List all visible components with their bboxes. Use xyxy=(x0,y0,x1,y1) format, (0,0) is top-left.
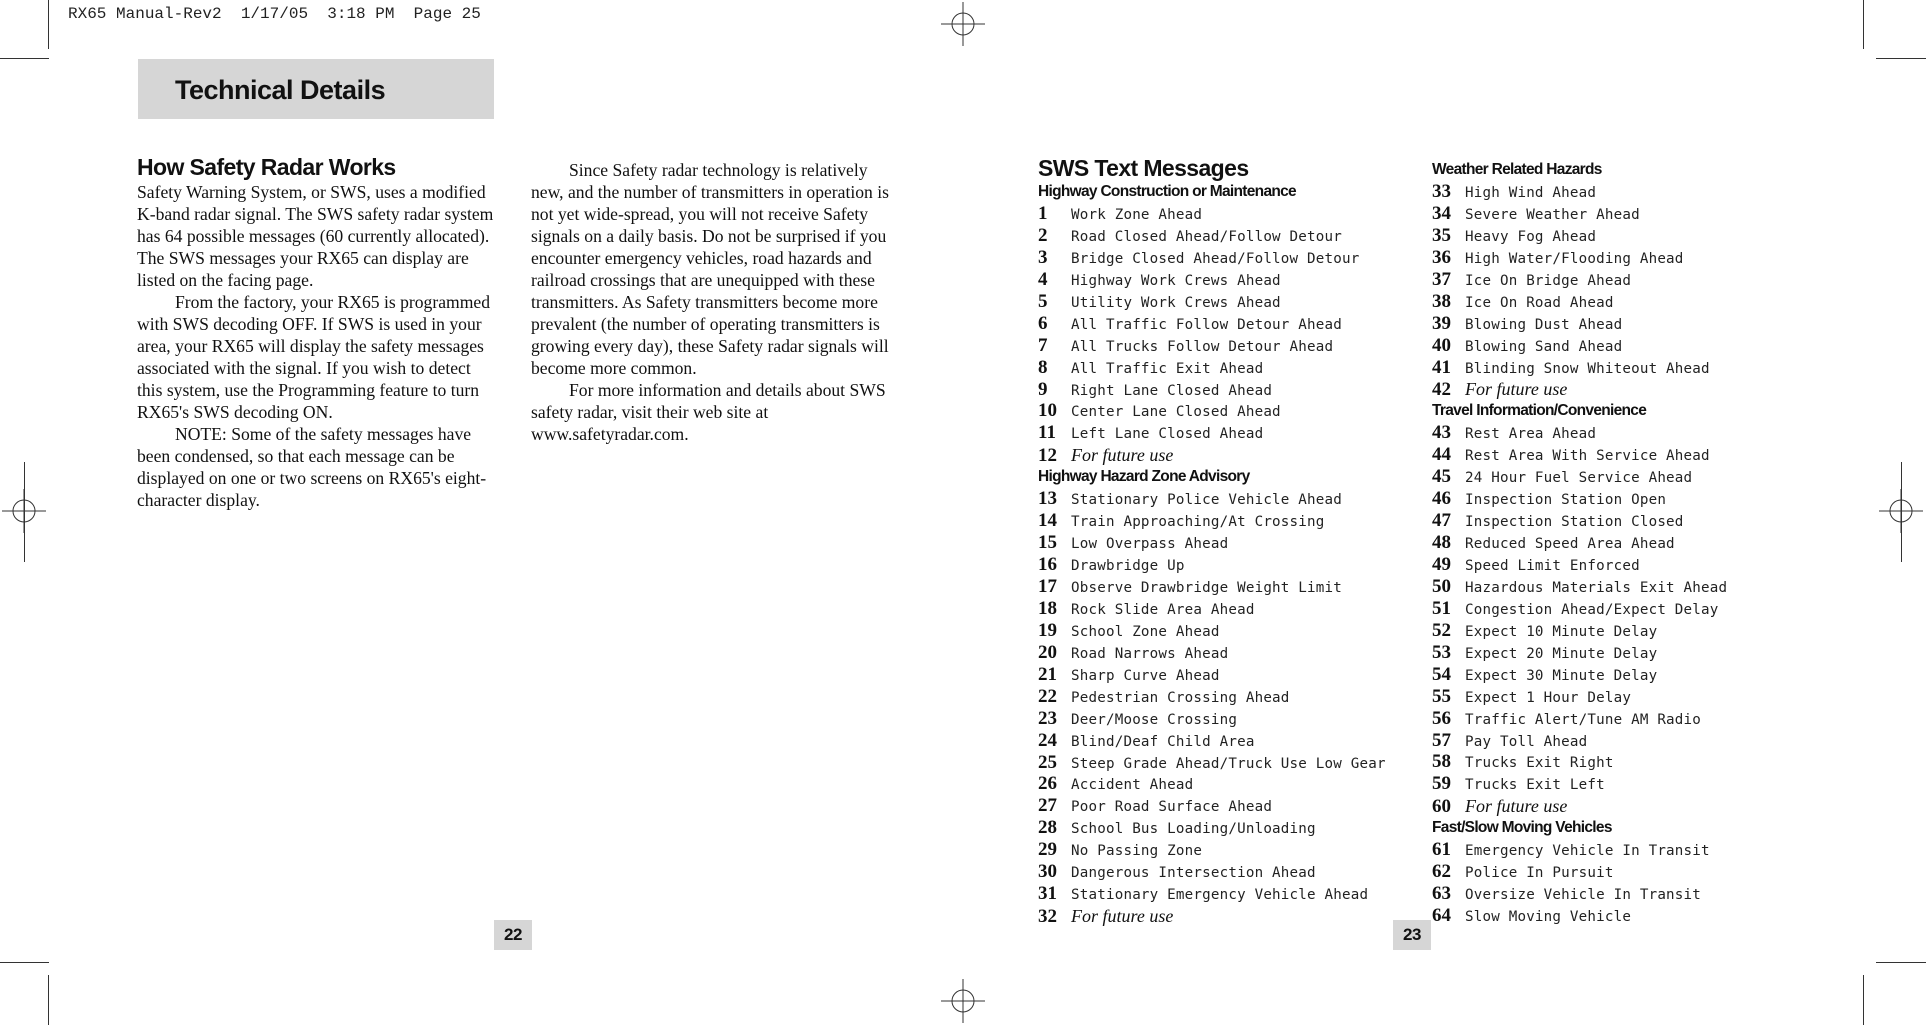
message-row xyxy=(1038,488,1418,510)
message-number: 18 xyxy=(1038,597,1057,619)
message-number: 31 xyxy=(1038,883,1057,905)
message-text: Observe Drawbridge Weight Limit xyxy=(1071,580,1342,596)
paragraph: From the factory, your RX65 is programmed with SWS decoding OFF. If SWS is used in your area, your RX65 will display the safety messages associated with the signal. If you wish to detect this system, use the Programming feature to turn RX65's SWS decoding ON. xyxy=(137,292,490,422)
message-number: 9 xyxy=(1038,378,1048,400)
message-number: 23 xyxy=(1038,707,1057,729)
crop-mark xyxy=(1863,0,1864,49)
message-row xyxy=(1432,444,1812,466)
message-number: 15 xyxy=(1038,532,1057,554)
message-row xyxy=(1038,247,1418,269)
message-row xyxy=(1432,686,1812,708)
message-text: Expect 1 Hour Delay xyxy=(1465,689,1632,706)
message-number: 47 xyxy=(1432,510,1451,532)
message-text: High Water/Flooding Ahead xyxy=(1465,250,1684,267)
message-text: For future use xyxy=(1071,906,1174,927)
message-number: 36 xyxy=(1432,246,1451,268)
message-text: Road Narrows Ahead xyxy=(1071,645,1229,662)
message-text: Expect 30 Minute Delay xyxy=(1465,667,1658,684)
message-number: 30 xyxy=(1038,861,1057,883)
message-text: Accident Ahead xyxy=(1071,777,1194,794)
message-row xyxy=(1038,905,1418,927)
message-number: 42 xyxy=(1432,379,1451,401)
message-text: All Traffic Exit Ahead xyxy=(1071,360,1264,377)
message-text: Rest Area Ahead xyxy=(1465,426,1597,443)
message-row xyxy=(1432,861,1812,883)
message-number: 5 xyxy=(1038,290,1048,312)
crop-mark xyxy=(24,462,25,562)
left-page-column-1 xyxy=(137,153,497,511)
paragraph: NOTE: Some of the safety messages have been condensed, so that each message can be displayed on one or two screens on RX65's eight-character display. xyxy=(137,424,487,510)
message-row xyxy=(1432,357,1812,379)
message-number: 43 xyxy=(1432,422,1451,444)
message-row xyxy=(1432,269,1812,291)
message-row xyxy=(1432,247,1812,269)
message-text: Poor Road Surface Ahead xyxy=(1071,799,1273,816)
message-row xyxy=(1038,861,1418,883)
message-number: 26 xyxy=(1038,773,1057,795)
message-text: For future use xyxy=(1071,445,1174,466)
message-text: School Bus Loading/Unloading xyxy=(1071,821,1316,838)
section-header xyxy=(138,59,494,119)
message-row xyxy=(1432,839,1812,861)
message-row xyxy=(1432,620,1812,642)
message-text: Emergency Vehicle In Transit xyxy=(1465,843,1710,860)
crop-mark xyxy=(0,58,49,59)
message-row xyxy=(1038,379,1418,401)
message-text: All Trucks Follow Detour Ahead xyxy=(1071,338,1334,355)
message-row xyxy=(1038,642,1418,664)
message-text: Highway Work Crews Ahead xyxy=(1071,272,1281,289)
page-number-right: 23 xyxy=(1393,920,1431,950)
message-text: Utility Work Crews Ahead xyxy=(1071,294,1281,311)
message-text: 24 Hour Fuel Service Ahead xyxy=(1465,470,1693,487)
message-row xyxy=(1038,269,1418,291)
message-number: 25 xyxy=(1038,751,1057,773)
message-row xyxy=(1038,686,1418,708)
message-row xyxy=(1038,708,1418,730)
message-number: 12 xyxy=(1038,445,1057,467)
crop-mark xyxy=(1876,58,1926,59)
message-text: For future use xyxy=(1465,379,1568,400)
message-number: 39 xyxy=(1432,312,1451,334)
message-number: 17 xyxy=(1038,576,1057,597)
message-row xyxy=(1432,181,1812,203)
message-row xyxy=(1038,620,1418,642)
message-number: 52 xyxy=(1432,619,1451,641)
message-text: Traffic Alert/Tune AM Radio xyxy=(1465,711,1702,728)
message-row xyxy=(1038,839,1418,861)
category-heading: Highway Hazard Zone Advisory xyxy=(1038,468,1250,486)
message-row xyxy=(1432,203,1812,225)
message-row xyxy=(1432,730,1812,752)
message-text: Expect 10 Minute Delay xyxy=(1465,623,1658,640)
message-row xyxy=(1432,664,1812,686)
message-number: 44 xyxy=(1432,444,1451,466)
message-number: 2 xyxy=(1038,224,1048,246)
message-text: Dangerous Intersection Ahead xyxy=(1071,865,1316,882)
message-row xyxy=(1432,335,1812,357)
message-text: Trucks Exit Left xyxy=(1465,777,1605,794)
message-text: For future use xyxy=(1465,796,1568,817)
message-row xyxy=(1038,313,1418,335)
crop-mark xyxy=(1876,962,1926,963)
crop-mark xyxy=(48,0,49,49)
message-text: Police In Pursuit xyxy=(1465,865,1614,882)
sws-messages-heading: SWS Text Messages xyxy=(1038,155,1249,181)
message-text: Train Approaching/At Crossing xyxy=(1071,514,1325,531)
message-row xyxy=(1038,291,1418,313)
message-row xyxy=(1038,817,1418,839)
message-text: Trucks Exit Right xyxy=(1465,755,1614,772)
message-text: Pedestrian Crossing Ahead xyxy=(1071,689,1290,706)
message-text: Sharp Curve Ahead xyxy=(1071,667,1220,684)
message-row xyxy=(1038,422,1418,444)
registration-mark-icon xyxy=(941,2,985,46)
message-number: 57 xyxy=(1432,729,1451,751)
message-number: 29 xyxy=(1038,839,1057,861)
message-number: 53 xyxy=(1432,641,1451,663)
message-text: Ice On Road Ahead xyxy=(1465,294,1614,311)
message-row xyxy=(1038,554,1418,576)
message-text: Blind/Deaf Child Area xyxy=(1071,733,1255,750)
category-heading: Highway Construction or Maintenance xyxy=(1038,183,1296,200)
crop-mark xyxy=(1901,462,1902,562)
message-number: 48 xyxy=(1432,532,1451,554)
how-it-works-heading: How Safety Radar Works xyxy=(137,154,396,180)
message-number: 50 xyxy=(1432,575,1451,597)
message-text: Severe Weather Ahead xyxy=(1465,206,1640,223)
message-text: Expect 20 Minute Delay xyxy=(1465,645,1658,662)
message-row xyxy=(1432,378,1812,400)
message-row xyxy=(1038,795,1418,817)
message-row xyxy=(1038,510,1418,532)
message-text: Blinding Snow Whiteout Ahead xyxy=(1465,360,1710,377)
message-text: Hazardous Materials Exit Ahead xyxy=(1465,579,1728,596)
crop-mark xyxy=(1863,975,1864,1025)
message-number: 46 xyxy=(1432,488,1451,510)
message-number: 45 xyxy=(1432,466,1451,488)
message-text: Stationary Emergency Vehicle Ahead xyxy=(1071,887,1369,904)
message-row xyxy=(1038,576,1418,598)
message-text: Work Zone Ahead xyxy=(1071,207,1203,223)
message-text: Center Lane Closed Ahead xyxy=(1071,404,1281,421)
message-number: 62 xyxy=(1432,861,1451,883)
paragraph: For more information and details about SWS safety radar, visit their web site at www.safetyradar.com. xyxy=(531,380,886,444)
message-text: Road Closed Ahead/Follow Detour xyxy=(1071,228,1342,245)
message-number: 32 xyxy=(1038,906,1057,928)
message-text: Steep Grade Ahead/Truck Use Low Gear xyxy=(1071,755,1386,772)
message-number: 59 xyxy=(1432,773,1451,795)
message-row xyxy=(1038,400,1418,422)
message-text: High Wind Ahead xyxy=(1465,185,1597,201)
message-text: Reduced Speed Area Ahead xyxy=(1465,536,1675,553)
message-number: 40 xyxy=(1432,334,1451,356)
message-row xyxy=(1432,905,1812,927)
message-text: Right Lane Closed Ahead xyxy=(1071,382,1273,399)
crop-mark xyxy=(48,975,49,1025)
message-text: Deer/Moose Crossing xyxy=(1071,711,1238,728)
message-number: 19 xyxy=(1038,619,1057,641)
message-text: Drawbridge Up xyxy=(1071,558,1185,575)
category-heading: Fast/Slow Moving Vehicles xyxy=(1432,819,1612,837)
category-heading: Weather Related Hazards xyxy=(1432,161,1602,178)
message-number: 10 xyxy=(1038,400,1057,422)
message-text: Heavy Fog Ahead xyxy=(1465,228,1597,245)
message-number: 3 xyxy=(1038,246,1048,268)
message-number: 61 xyxy=(1432,839,1451,861)
category-heading: Travel Information/Convenience xyxy=(1432,402,1647,420)
message-number: 13 xyxy=(1038,488,1057,510)
message-text: Ice On Bridge Ahead xyxy=(1465,272,1632,289)
printer-slug: RX65 Manual-Rev2 1/17/05 3:18 PM Page 25 xyxy=(68,5,481,23)
message-number: 21 xyxy=(1038,663,1057,685)
message-row xyxy=(1038,773,1418,795)
message-row xyxy=(1038,203,1418,225)
message-row xyxy=(1038,225,1418,247)
message-row xyxy=(1432,554,1812,576)
message-number: 41 xyxy=(1432,356,1451,378)
message-number: 33 xyxy=(1432,181,1451,202)
message-text: Rest Area With Service Ahead xyxy=(1465,448,1710,465)
message-number: 11 xyxy=(1038,422,1056,444)
message-text: Blowing Sand Ahead xyxy=(1465,338,1623,355)
message-number: 51 xyxy=(1432,597,1451,619)
message-row xyxy=(1038,598,1418,620)
message-text: Inspection Station Closed xyxy=(1465,514,1684,531)
message-number: 4 xyxy=(1038,268,1048,290)
message-row xyxy=(1432,598,1812,620)
message-text: Low Overpass Ahead xyxy=(1071,536,1229,553)
message-row xyxy=(1432,883,1812,905)
message-number: 38 xyxy=(1432,290,1451,312)
message-row xyxy=(1432,642,1812,664)
message-number: 34 xyxy=(1432,202,1451,224)
message-number: 58 xyxy=(1432,751,1451,773)
message-row xyxy=(1432,751,1812,773)
message-row xyxy=(1038,883,1418,905)
message-row xyxy=(1432,510,1812,532)
message-number: 20 xyxy=(1038,641,1057,663)
crop-mark xyxy=(0,962,49,963)
message-text: Inspection Station Open xyxy=(1465,492,1667,509)
message-number: 24 xyxy=(1038,729,1057,751)
message-text: Blowing Dust Ahead xyxy=(1465,316,1623,333)
message-row xyxy=(1432,576,1812,598)
message-number: 54 xyxy=(1432,663,1451,685)
message-text: All Traffic Follow Detour Ahead xyxy=(1071,316,1342,333)
message-text: Rock Slide Area Ahead xyxy=(1071,601,1255,618)
message-list-column-1 xyxy=(1038,181,1418,927)
left-page-column-2 xyxy=(531,159,894,445)
message-row xyxy=(1432,708,1812,730)
message-number: 56 xyxy=(1432,707,1451,729)
message-text: Left Lane Closed Ahead xyxy=(1071,426,1264,443)
message-row xyxy=(1038,664,1418,686)
message-number: 16 xyxy=(1038,554,1057,576)
message-row xyxy=(1432,488,1812,510)
message-text: Stationary Police Vehicle Ahead xyxy=(1071,492,1342,509)
registration-mark-icon xyxy=(941,979,985,1023)
message-number: 37 xyxy=(1432,268,1451,290)
message-number: 8 xyxy=(1038,356,1048,378)
message-list-column-2 xyxy=(1432,159,1812,927)
section-title: Technical Details xyxy=(175,75,386,105)
message-row xyxy=(1038,444,1418,466)
message-number: 27 xyxy=(1038,795,1057,817)
message-row xyxy=(1038,752,1418,774)
page-number-left: 22 xyxy=(494,920,532,950)
message-text: School Zone Ahead xyxy=(1071,623,1220,640)
message-row xyxy=(1432,291,1812,313)
message-number: 60 xyxy=(1432,796,1451,818)
message-number: 28 xyxy=(1038,817,1057,839)
message-text: Congestion Ahead/Expect Delay xyxy=(1465,601,1719,618)
message-number: 63 xyxy=(1432,883,1451,905)
message-text: No Passing Zone xyxy=(1071,843,1203,860)
message-text: Bridge Closed Ahead/Follow Detour xyxy=(1071,250,1360,267)
paragraph: Since Safety radar technology is relatively new, and the number of transmitters in operation is not yet wide-spread, you will not receive Safety signals on a daily basis. Do not be surprised if you encounter emergency vehicles, road hazards and railroad crossings that are unequipped with these transmitters. As Safety transmitters become more prevalent (the number of operating transmitters is growing every day), these Safety radar signals will become more common. xyxy=(531,160,889,378)
message-number: 6 xyxy=(1038,312,1048,334)
message-text: Pay Toll Ahead xyxy=(1465,733,1588,750)
message-row xyxy=(1432,532,1812,554)
message-number: 35 xyxy=(1432,224,1451,246)
message-row xyxy=(1038,532,1418,554)
message-row xyxy=(1432,422,1812,444)
message-number: 22 xyxy=(1038,685,1057,707)
message-text: Oversize Vehicle In Transit xyxy=(1465,887,1702,904)
message-number: 7 xyxy=(1038,334,1048,356)
message-row xyxy=(1432,225,1812,247)
message-number: 55 xyxy=(1432,685,1451,707)
message-row xyxy=(1432,466,1812,488)
message-row xyxy=(1038,730,1418,752)
message-row xyxy=(1038,357,1418,379)
message-text: Slow Moving Vehicle xyxy=(1465,909,1632,926)
paragraph: Safety Warning System, or SWS, uses a modified K-band radar signal. The SWS safety radar system has 64 possible messages (60 currently allocated). The SWS messages your RX65 can display are listed on the facing page. xyxy=(137,182,494,290)
message-number: 64 xyxy=(1432,905,1451,927)
message-text: Speed Limit Enforced xyxy=(1465,558,1640,574)
message-number: 1 xyxy=(1038,203,1048,224)
message-number: 14 xyxy=(1038,510,1057,532)
message-row xyxy=(1432,795,1812,817)
message-number: 49 xyxy=(1432,554,1451,575)
message-row xyxy=(1432,773,1812,795)
message-row xyxy=(1038,335,1418,357)
message-row xyxy=(1432,313,1812,335)
